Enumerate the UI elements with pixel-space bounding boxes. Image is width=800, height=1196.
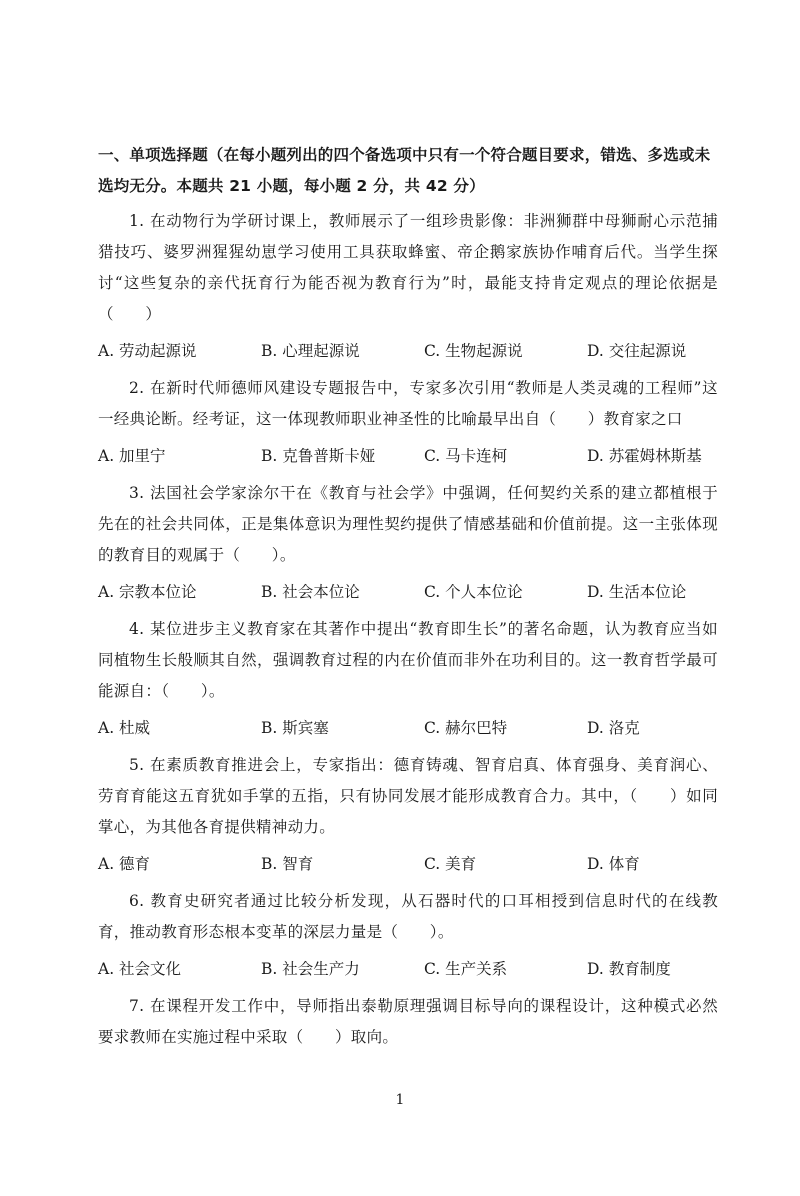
- option-b: B. 斯宾塞: [261, 719, 329, 737]
- option-d: D. 洛克: [587, 719, 640, 737]
- option-a: A. 社会文化: [98, 960, 182, 978]
- option-a: A. 德育: [98, 855, 151, 873]
- option-d: D. 生活本位论: [587, 583, 687, 601]
- question-6-options: [98, 954, 718, 985]
- option-a: A. 加里宁: [98, 447, 166, 465]
- question-6: 6. 教育史研究者通过比较分析发现，从石器时代的口耳相授到信息时代的在线教育，推动教育形态根本变革的深层力量是（ ）。: [98, 892, 718, 941]
- question-3: 3. 法国社会学家涂尔干在《教育与社会学》中强调，任何契约关系的建立都植根于先在的社会共同体，正是集体意识为理性契约提供了情感基础和价值前提。这一主张体现的教育目的观属于（ ）。: [98, 484, 718, 564]
- question-4: 4. 某位进步主义教育家在其著作中提出“教育即生长”的著名命题，认为教育应当如同植物生长般顺其自然，强调教育过程的内在价值而非外在功利目的。这一教育哲学最可能源自：（ ）。: [98, 620, 718, 700]
- section-title: 一、单项选择题（在每小题列出的四个备选项中只有一个符合题目要求，错选、多选或未选均无分。本题共 21 小题，每小题 2 分，共 42 分）: [98, 146, 711, 195]
- question-7: 7. 在课程开发工作中，导师指出泰勒原理强调目标导向的课程设计，这种模式必然要求教师在实施过程中采取（ ）取向。: [98, 997, 718, 1046]
- option-b: B. 智育: [261, 855, 314, 873]
- option-a: A. 劳动起源说: [98, 342, 197, 360]
- exam-content: [98, 140, 718, 1059]
- option-b: B. 社会生产力: [261, 960, 360, 978]
- option-c: C. 生物起源说: [424, 342, 523, 360]
- option-b: B. 社会本位论: [261, 583, 360, 601]
- question-5: 5. 在素质教育推进会上，专家指出：德育铸魂、智育启真、体育强身、美育润心、劳育育能这五育犹如手掌的五指，只有协同发展才能形成教育合力。其中，（ ）如同掌心，为其他各育提供精神动力。: [98, 756, 718, 836]
- question-2-options: [98, 441, 718, 472]
- option-b: B. 心理起源说: [261, 342, 360, 360]
- option-c: C. 生产关系: [424, 960, 508, 978]
- question-5-options: [98, 849, 718, 880]
- question-4-options: [98, 713, 718, 744]
- page-number: 1: [395, 1092, 405, 1108]
- option-a: A. 宗教本位论: [98, 583, 197, 601]
- option-c: C. 马卡连柯: [424, 447, 508, 465]
- option-c: C. 赫尔巴特: [424, 719, 508, 737]
- option-d: D. 苏霍姆林斯基: [587, 447, 702, 465]
- option-b: B. 克鲁普斯卡娅: [261, 447, 376, 465]
- option-c: C. 个人本位论: [424, 583, 523, 601]
- option-d: D. 教育制度: [587, 960, 671, 978]
- option-d: D. 交往起源说: [587, 342, 687, 360]
- question-1-options: [98, 336, 718, 367]
- question-2: 2. 在新时代师德师风建设专题报告中，专家多次引用“教师是人类灵魂的工程师”这一经典论断。经考证，这一体现教师职业神圣性的比喻最早出自（ ）教育家之口: [98, 379, 718, 428]
- option-d: D. 体育: [587, 855, 640, 873]
- option-c: C. 美育: [424, 855, 477, 873]
- option-a: A. 杜威: [98, 719, 151, 737]
- question-1: 1. 在动物行为学研讨课上，教师展示了一组珍贵影像：非洲狮群中母狮耐心示范捕猎技巧、婆罗洲猩猩幼崽学习使用工具获取蜂蜜、帝企鹅家族协作哺育后代。当学生探讨“这些复杂的亲代抚育行为能否视为教育行为”时，最能支持肯定观点的理论依据是（ ）: [98, 212, 718, 323]
- question-3-options: [98, 577, 718, 608]
